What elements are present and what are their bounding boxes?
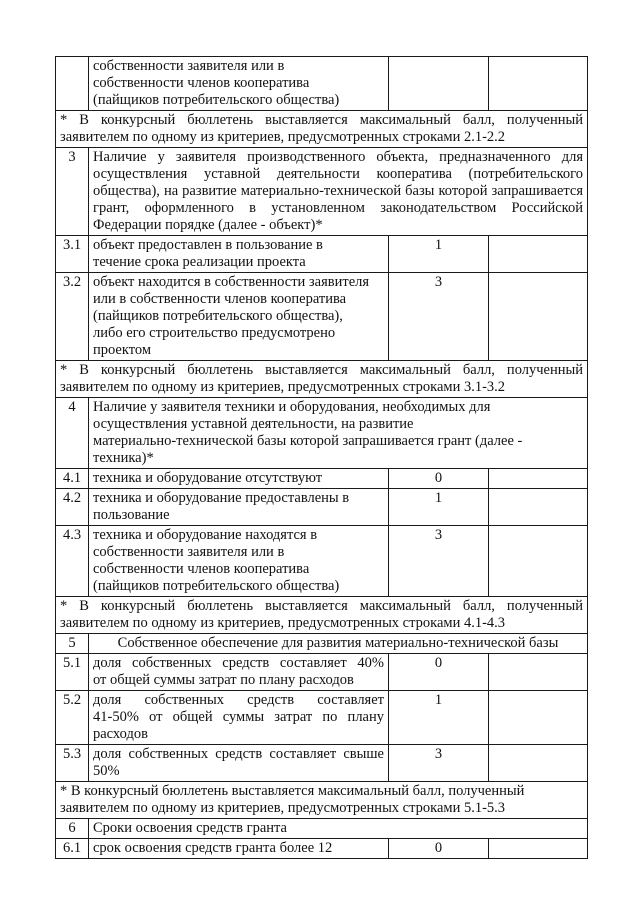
- text-line: либо его строительство предусмотрено: [93, 325, 336, 341]
- score-blank-cell: [489, 839, 588, 859]
- text-line: техника и оборудование предоставлены в: [93, 490, 350, 506]
- criterion-description: [89, 745, 389, 782]
- text-line: объект предоставлен в пользование в: [93, 237, 323, 253]
- text-line: материально-технической базы которой запрашивается грант (далее -: [93, 433, 523, 449]
- table-row: [56, 597, 588, 634]
- section-number: 3: [56, 148, 89, 236]
- text-line: собственности заявителя или в: [93, 544, 285, 560]
- criteria-table-body: [56, 57, 588, 859]
- table-row: [56, 236, 588, 273]
- criterion-description: [89, 489, 389, 526]
- section-number: 5: [56, 634, 89, 654]
- table-row: [56, 148, 588, 236]
- table-footnote: [56, 782, 588, 819]
- text-line: (пайщиков потребительского общества),: [93, 308, 343, 324]
- text-line: * В конкурсный бюллетень выставляется максимальный балл, полученный: [60, 783, 525, 799]
- row-number: 4.1: [56, 469, 89, 489]
- table-row: [56, 361, 588, 398]
- row-number: 5.3: [56, 745, 89, 782]
- table-row: [56, 469, 588, 489]
- text-line: проектом: [93, 342, 152, 358]
- table-row: [56, 526, 588, 597]
- row-number: [56, 57, 89, 111]
- text-line: техника и оборудование отсутствуют: [93, 470, 323, 486]
- row-number: 5.1: [56, 654, 89, 691]
- text-line: техника и оборудование находятся в: [93, 527, 318, 543]
- text-line: пользование: [93, 507, 170, 523]
- table-row: [56, 398, 588, 469]
- criterion-description: [89, 236, 389, 273]
- table-row: [56, 691, 588, 745]
- criterion-description: [89, 654, 389, 691]
- table-footnote: * В конкурсный бюллетень выставляется максимальный балл, полученный заявителем по одному из критериев, предусмотренных строками 3.1-3.2: [56, 361, 588, 398]
- criterion-description: [89, 839, 389, 859]
- section-title: Собственное обеспечение для развития материально-технической базы: [89, 634, 588, 654]
- row-number: 6.1: [56, 839, 89, 859]
- criterion-score: 0: [389, 839, 489, 859]
- section-number: 6: [56, 819, 89, 839]
- section-title: Сроки освоения средств гранта: [89, 819, 588, 839]
- table-row: [56, 489, 588, 526]
- table-footnote: * В конкурсный бюллетень выставляется максимальный балл, полученный заявителем по одному из критериев, предусмотренных строками 2.1-2.2: [56, 111, 588, 148]
- section-title: Наличие у заявителя производственного объекта, предназначенного для осуществления уставной деятельности кооператива (потребительского общества), на развитие материально-технической базы которой запрашивается грант, оформленного в установленном законодательством Российской Федерации порядке (далее - объект)*: [89, 148, 588, 236]
- score-blank-cell: [489, 273, 588, 361]
- table-row: [56, 273, 588, 361]
- score-blank-cell: [489, 469, 588, 489]
- table-row: [56, 634, 588, 654]
- criterion-score: 1: [389, 691, 489, 745]
- text-line: срок освоения средств гранта более 12: [93, 840, 333, 856]
- section-title: [89, 398, 588, 469]
- text-line: 41-50% от общей суммы затрат по плану: [93, 709, 384, 725]
- row-number: 4.3: [56, 526, 89, 597]
- table-row: [56, 839, 588, 859]
- criterion-score: 1: [389, 489, 489, 526]
- score-blank-cell: [489, 745, 588, 782]
- table-row: [56, 819, 588, 839]
- criterion-score: 0: [389, 469, 489, 489]
- text-line: от общей суммы затрат по плану расходов: [93, 672, 354, 688]
- text-line: (пайщиков потребительского общества): [93, 92, 340, 108]
- text-line: доля собственных средств составляет: [93, 692, 384, 708]
- criterion-score: 3: [389, 526, 489, 597]
- criterion-description: [89, 57, 389, 111]
- text-line: собственности заявителя или в: [93, 58, 285, 74]
- text-line: осуществления уставной деятельности, на развитие: [93, 416, 414, 432]
- score-blank-cell: [489, 526, 588, 597]
- text-line: 50%: [93, 763, 120, 779]
- row-number: 5.2: [56, 691, 89, 745]
- score-blank-cell: [489, 654, 588, 691]
- row-number: 3.2: [56, 273, 89, 361]
- row-number: 3.1: [56, 236, 89, 273]
- criterion-score: 3: [389, 273, 489, 361]
- score-blank-cell: [489, 236, 588, 273]
- text-line: Наличие у заявителя техники и оборудования, необходимых для: [93, 399, 491, 415]
- text-line: собственности членов кооператива: [93, 561, 310, 577]
- criterion-score: 0: [389, 654, 489, 691]
- table-row: [56, 57, 588, 111]
- table-row: [56, 654, 588, 691]
- text-line: заявителем по одному из критериев, предусмотренных строками 5.1-5.3: [60, 800, 506, 816]
- score-blank-cell: [489, 57, 588, 111]
- table-row: [56, 782, 588, 819]
- table-row: [56, 111, 588, 148]
- text-line: доля собственных средств составляет 40%: [93, 655, 384, 671]
- score-blank-cell: [489, 489, 588, 526]
- text-line: расходов: [93, 726, 148, 742]
- text-line: собственности членов кооператива: [93, 75, 310, 91]
- text-line: или в собственности членов кооператива: [93, 291, 347, 307]
- criterion-description: [89, 526, 389, 597]
- criteria-table: [55, 56, 588, 859]
- row-number: 4.2: [56, 489, 89, 526]
- text-line: доля собственных средств составляет свыше: [93, 746, 384, 762]
- table-row: [56, 745, 588, 782]
- criterion-score: 3: [389, 745, 489, 782]
- criterion-description: [89, 691, 389, 745]
- table-footnote: * В конкурсный бюллетень выставляется максимальный балл, полученный заявителем по одному из критериев, предусмотренных строками 4.1-4.3: [56, 597, 588, 634]
- criterion-description: [89, 273, 389, 361]
- text-line: течение срока реализации проекта: [93, 254, 306, 270]
- text-line: объект находится в собственности заявителя: [93, 274, 370, 290]
- criterion-score: 1: [389, 236, 489, 273]
- section-number: 4: [56, 398, 89, 469]
- score-blank-cell: [489, 691, 588, 745]
- text-line: техника)*: [93, 450, 154, 466]
- text-line: (пайщиков потребительского общества): [93, 578, 340, 594]
- criterion-score: [389, 57, 489, 111]
- criterion-description: [89, 469, 389, 489]
